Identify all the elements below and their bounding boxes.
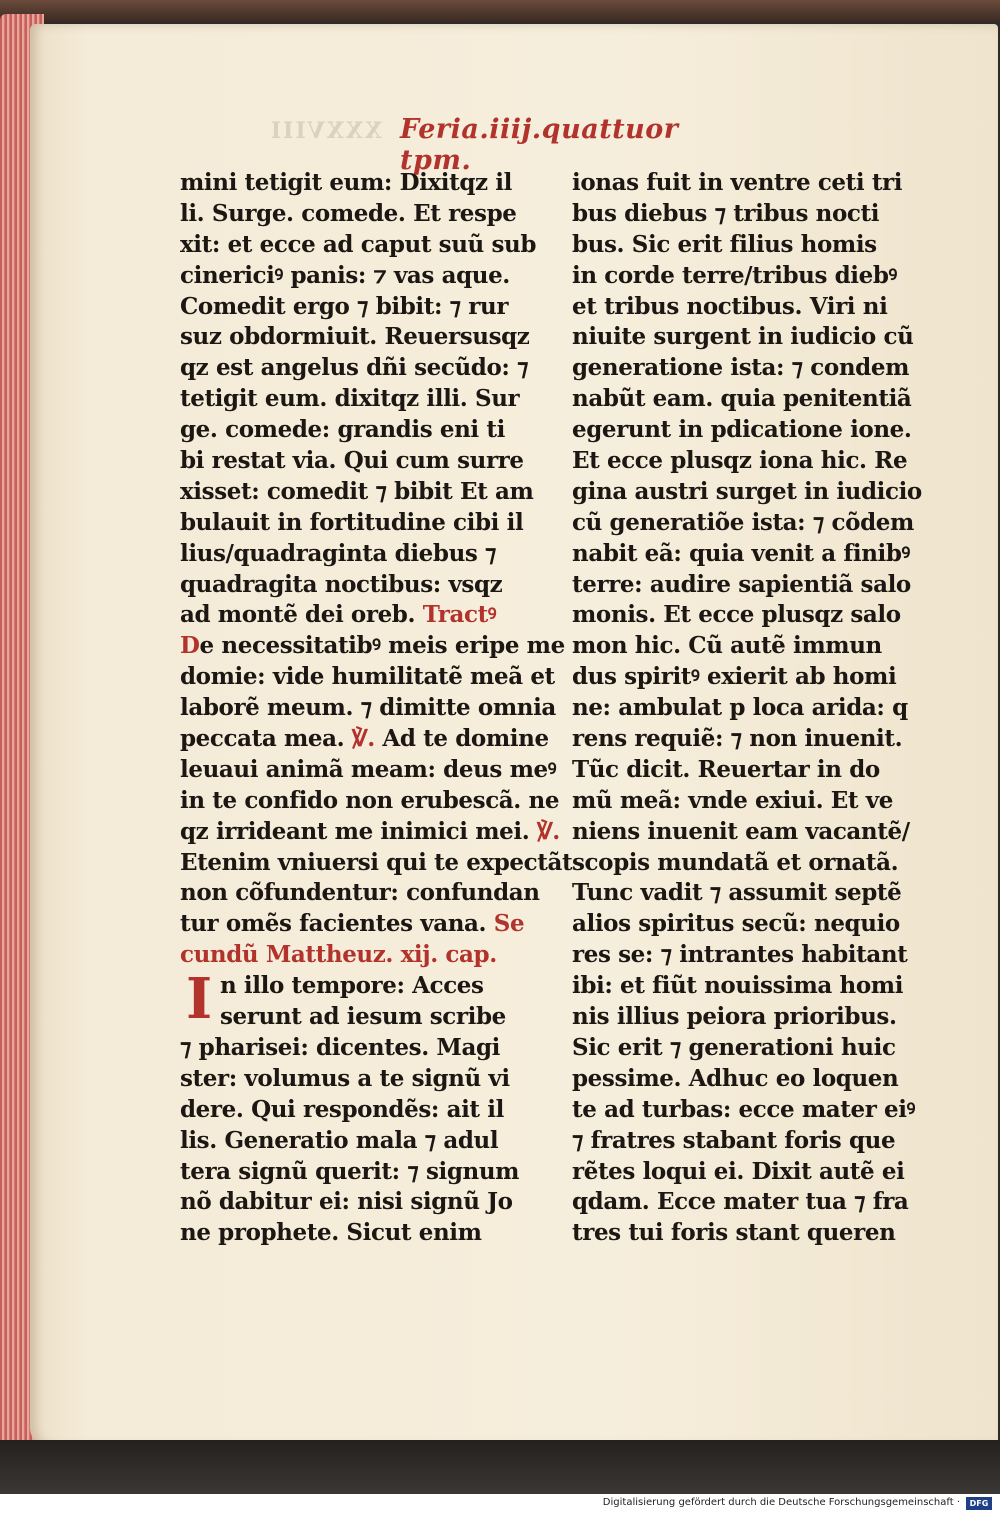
line-text: serunt ad iesum scribe xyxy=(220,1003,506,1031)
line-text: leuaui animã meam: deus meꝰ xyxy=(180,755,557,783)
rubric-text: Se xyxy=(493,910,525,938)
rubric-text: cundũ Mattheuz. xij. cap. xyxy=(180,941,497,969)
text-line: niuite surgent in iudicio cũ xyxy=(572,323,914,351)
line-text: ge. comede: grandis eni ti xyxy=(180,416,505,444)
text-line xyxy=(180,1157,520,1188)
text-line: niens inuenit eam vacantẽ/ xyxy=(572,817,910,845)
rubric-text: Tractꝰ xyxy=(422,601,497,629)
text-line: tres tui foris stant queren xyxy=(572,1219,896,1247)
text-line xyxy=(180,230,537,261)
line-text: tera signũ querit: ⁊ signum xyxy=(180,1157,520,1185)
initial-letter: I xyxy=(186,966,213,1032)
line-text: bi restat via. Qui cum surre xyxy=(180,447,524,475)
text-line: gina austri surget in iudicio xyxy=(572,477,922,505)
line-text: in te confido non erubescã. ne xyxy=(180,786,560,814)
text-line xyxy=(180,1218,512,1249)
text-line xyxy=(180,384,520,415)
text-line: scopis mundatã et ornatã. xyxy=(572,848,899,876)
text-line: mon hic. Cũ autẽ immun xyxy=(572,632,882,660)
text-line: et tribus noctibus. Viri ni xyxy=(572,292,888,320)
text-line: bus diebus ⁊ tribus nocti xyxy=(572,199,880,227)
text-line xyxy=(180,1064,512,1095)
line-text: dere. Qui respondẽs: ait il xyxy=(180,1095,504,1123)
line-text: ad montẽ dei oreb. xyxy=(180,601,423,629)
text-line xyxy=(180,755,557,786)
rubric-text: ℣. xyxy=(536,817,560,845)
text-line: res se: ⁊ intrantes habitant xyxy=(572,941,908,969)
line-text: non cõfundentur: confundan xyxy=(180,879,540,907)
text-line: rẽtes loqui ei. Dixit autẽ ei xyxy=(572,1157,905,1185)
text-line xyxy=(180,570,512,601)
rubric-mark: ℣. xyxy=(351,725,375,753)
text-line: ibi: et fiũt nouissima homi xyxy=(572,972,904,1000)
text-line: terre: audire sapientiã salo xyxy=(572,570,911,598)
text-line: ne: ambulat p loca arida: q xyxy=(572,694,908,722)
line-text: quadragita noctibus: vsqz xyxy=(180,570,503,598)
text-line xyxy=(180,600,512,631)
line-text: suz obdormiuit. Reuersusqz xyxy=(180,323,530,351)
rubric-initial: D xyxy=(180,632,200,660)
text-line xyxy=(180,878,540,909)
line-text: Ad te domine xyxy=(382,725,549,753)
line-text: cinericiꝰ panis: ⁊ vas aque. xyxy=(180,261,510,289)
text-line xyxy=(180,662,555,693)
line-text: Comedit ergo ⁊ bibit: ⁊ rur xyxy=(180,292,509,320)
text-line: monis. Et ecce plusqz salo xyxy=(572,601,901,629)
text-line: egerunt in pdicatione ione. xyxy=(572,416,912,444)
text-line: nis illius peiora prioribus. xyxy=(572,1003,897,1031)
line-text: nõ dabitur ei: nisi signũ Jo xyxy=(180,1188,513,1216)
line-text: peccata mea. xyxy=(180,725,352,753)
text-line xyxy=(180,817,560,848)
text-line xyxy=(180,322,530,353)
page-bottom-shadow xyxy=(0,1440,1000,1494)
text-line xyxy=(180,848,573,879)
line-text: lis. Generatio mala ⁊ adul xyxy=(180,1126,499,1154)
text-line xyxy=(180,477,534,508)
text-line: generatione ista: ⁊ condem xyxy=(572,354,910,382)
book-top-edge xyxy=(0,0,1000,22)
offset-print: XXXVIII xyxy=(268,118,382,144)
line-text: ⁊ pharisei: dicentes. Magi xyxy=(180,1033,501,1061)
text-line xyxy=(180,1033,512,1064)
line-text: ne prophete. Sicut enim xyxy=(180,1219,482,1247)
text-line xyxy=(180,168,512,199)
text-line xyxy=(180,539,512,570)
text-line xyxy=(180,508,524,539)
text-line: ⁊ fratres stabant foris que xyxy=(572,1126,896,1154)
text-line: te ad turbas: ecce mater eiꝰ xyxy=(572,1095,916,1123)
text-line xyxy=(180,971,512,1002)
text-line xyxy=(180,353,529,384)
line-text: e necessitatibꝰ meis eripe me xyxy=(199,632,565,660)
text-line xyxy=(180,199,517,230)
line-text: tur omẽs facientes vana. xyxy=(180,910,494,938)
dfg-logo: DFG xyxy=(966,1497,992,1510)
line-text: tetigit eum. dixitqz illi. Sur xyxy=(180,385,520,413)
text-line: rens requiẽ: ⁊ non inuenit. xyxy=(572,725,903,753)
text-line xyxy=(180,415,512,446)
text-line xyxy=(180,261,512,292)
line-text: lius/quadraginta diebus ⁊ xyxy=(180,539,497,567)
right-text-column xyxy=(572,168,922,1249)
text-line xyxy=(180,446,524,477)
line-text: qz irrideant me inimici mei. xyxy=(180,817,537,845)
text-line xyxy=(180,1187,512,1218)
text-line xyxy=(180,631,565,662)
text-line: dus spiritꝰ exierit ab homi xyxy=(572,663,897,691)
line-text: xit: et ecce ad caput suũ sub xyxy=(180,230,537,258)
text-line: bus. Sic erit filius homis xyxy=(572,230,877,258)
text-line: pessime. Adhuc eo loquen xyxy=(572,1064,899,1092)
line-text: n illo tempore: Acces xyxy=(220,972,484,1000)
line-text: Etenim vniuersi qui te expectãt xyxy=(180,848,573,876)
text-line: nabit eã: quia venit a finibꝰ xyxy=(572,539,910,567)
line-text: bulauit in fortitudine cibi il xyxy=(180,508,524,536)
text-line xyxy=(180,909,525,940)
line-text: laborẽ meum. ⁊ dimitte omnia xyxy=(180,694,556,722)
text-line: Et ecce plusqz iona hic. Re xyxy=(572,447,908,475)
text-line: Sic erit ⁊ generationi huic xyxy=(572,1033,896,1061)
running-heading: Feria.iiij.quattuor tpm. xyxy=(400,114,679,176)
text-line: in corde terre/tribus diebꝰ xyxy=(572,261,897,289)
left-text-column xyxy=(180,168,573,1249)
text-line: cũ generatiõe ista: ⁊ cõdem xyxy=(572,508,914,536)
text-line xyxy=(180,1002,512,1033)
text-line xyxy=(180,1126,512,1157)
text-line xyxy=(180,786,560,817)
line-text: li. Surge. comede. Et respe xyxy=(180,199,517,227)
footer-bar xyxy=(0,1494,1000,1514)
text-line xyxy=(180,292,512,323)
line-text: qz est angelus dñi secũdo: ⁊ xyxy=(180,354,529,382)
line-text: ster: volumus a te signũ vi xyxy=(180,1064,510,1092)
text-line: Tũc dicit. Reuertar in do xyxy=(572,755,880,783)
text-line: qdam. Ecce mater tua ⁊ fra xyxy=(572,1188,909,1216)
text-line: alios spiritus secũ: nequio xyxy=(572,910,900,938)
text-line: nabũt eam. quia penitentiã xyxy=(572,385,912,413)
text-line xyxy=(180,940,512,971)
line-text: domie: vide humilitatẽ meã et xyxy=(180,663,555,691)
footer-credit: Digitalisierung gefördert durch die Deutsche Forschungsgemeinschaft · xyxy=(602,1497,960,1508)
text-line xyxy=(180,693,556,724)
line-text: mini tetigit eum: Dixitqz il xyxy=(180,169,512,196)
text-line xyxy=(180,1095,512,1126)
text-line: Tunc vadit ⁊ assumit septẽ xyxy=(572,879,902,907)
text-line: mũ meã: vnde exiui. Et ve xyxy=(572,786,893,814)
text-line: ionas fuit in ventre ceti tri xyxy=(572,169,903,196)
text-line xyxy=(180,724,549,755)
line-text: xisset: comedit ⁊ bibit Et am xyxy=(180,477,534,505)
